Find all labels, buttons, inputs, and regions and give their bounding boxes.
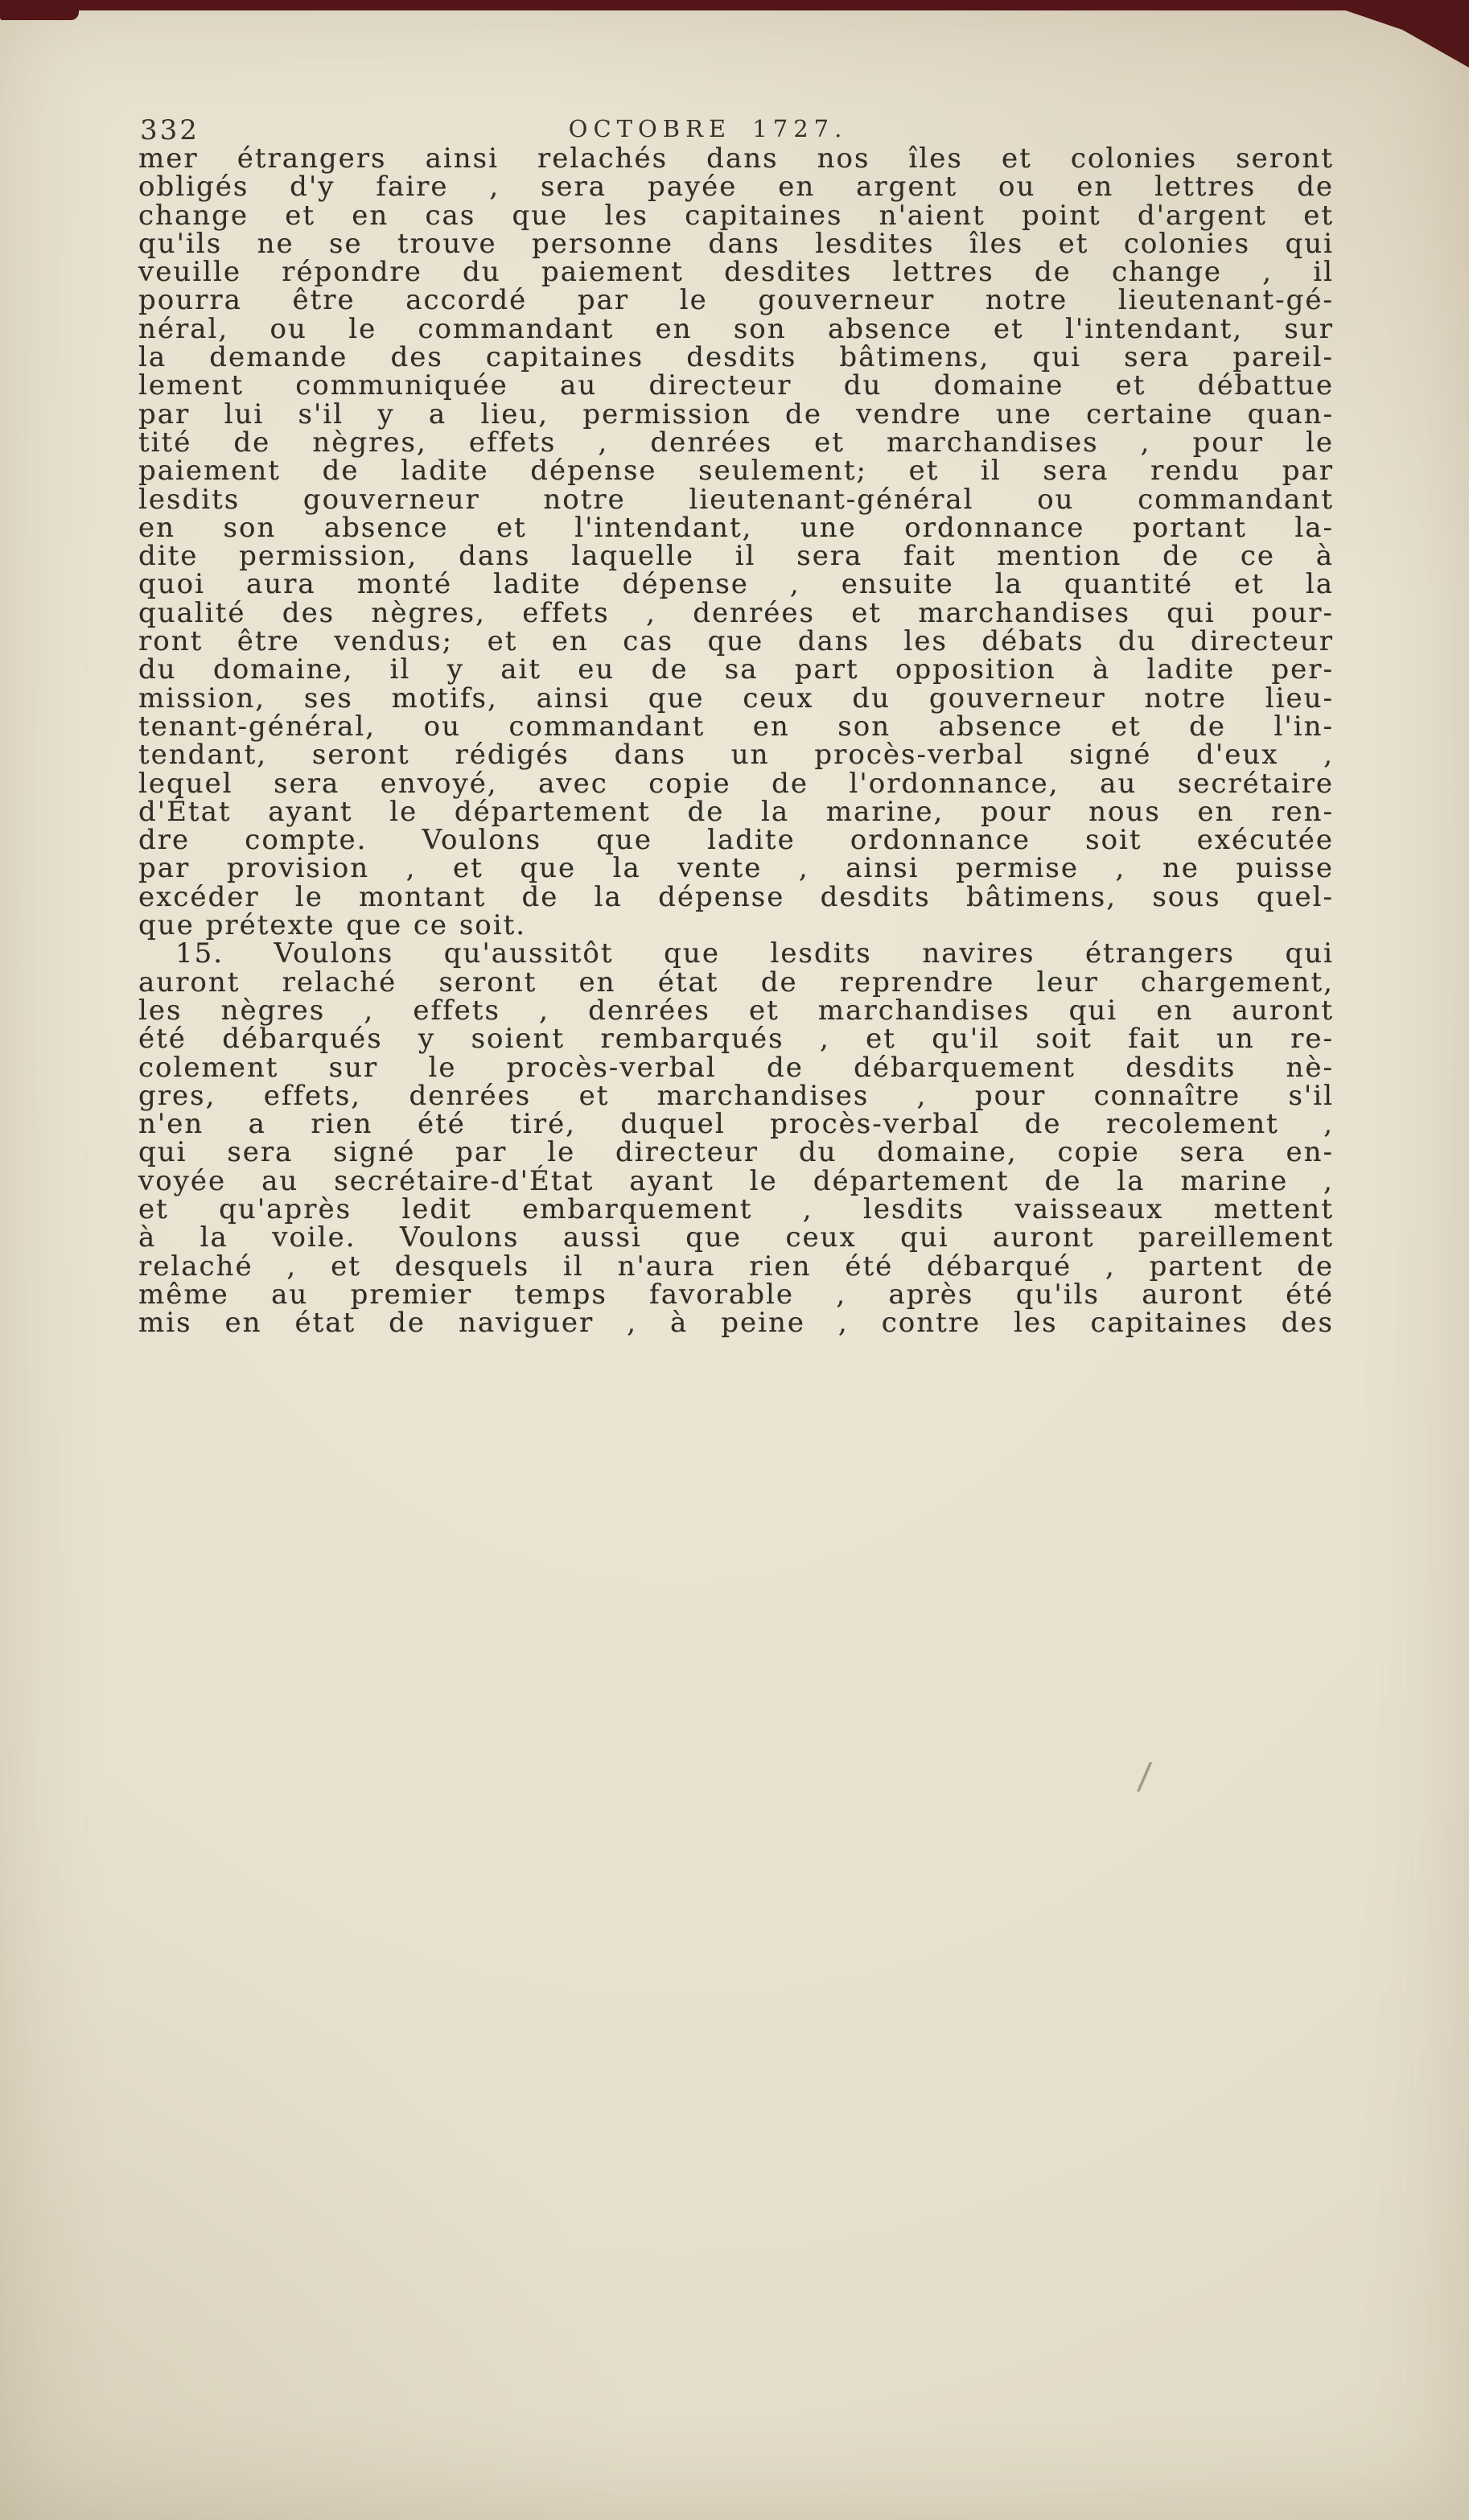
text-line: en son absence et l'intendant, une ordonnance portant la-	[138, 511, 1334, 544]
text-line: paiement de ladite dépense seulement; et il sera rendu par	[138, 455, 1334, 488]
text-line: n'en a rien été tiré, duquel procès-verbal de recolement ,	[138, 1108, 1334, 1141]
text-line: mis en état de naviguer , à peine , contre les capitaines des	[138, 1307, 1334, 1340]
text-line: ront être vendus; et en cas que dans les débats du directeur	[138, 625, 1334, 658]
text-line: dre compte. Voulons que ladite ordonnance soit exécutée	[138, 824, 1334, 857]
text-line: que prétexte que ce soit.	[138, 909, 527, 942]
paragraph-continuation	[138, 142, 1334, 942]
text-line: gres, effets, denrées et marchandises , pour connaître s'il	[138, 1079, 1334, 1112]
text-line: dite permission, dans laquelle il sera fait mention de ce à	[138, 540, 1334, 573]
text-line: même au premier temps favorable , après qu'ils auront été	[138, 1278, 1334, 1311]
text-line: colement sur le procès-verbal de débarquement desdits nè-	[138, 1051, 1334, 1084]
text-line: qui sera signé par le directeur du domaine, copie sera en-	[138, 1136, 1334, 1169]
text-line: la demande des capitaines desdits bâtimens, qui sera pareil-	[138, 341, 1334, 374]
text-line: tendant, seront rédigés dans un procès-verbal signé d'eux ,	[138, 739, 1334, 772]
paragraph-article-15	[138, 937, 1334, 1340]
text-line: lequel sera envoyé, avec copie de l'ordonnance, au secrétaire	[138, 767, 1334, 800]
text-line: été débarqués y soient rembarqués , et qu'il soit fait un re-	[138, 1023, 1334, 1056]
text-line: à la voile. Voulons aussi que ceux qui auront pareillement	[138, 1221, 1334, 1254]
text-line: lesdits gouverneur notre lieutenant-général ou commandant	[138, 483, 1334, 516]
text-line: quoi aura monté ladite dépense , ensuite la quantité et la	[138, 568, 1334, 601]
page-number: 332	[140, 114, 200, 146]
text-line: du domaine, il y ait eu de sa part opposition à ladite per-	[138, 653, 1334, 686]
scan-artifact-mark: /	[1136, 1753, 1154, 1798]
text-line: relaché , et desquels il n'aura rien été débarqué , partent de	[138, 1250, 1334, 1283]
binding-edge-topleft	[0, 0, 79, 20]
text-line: lement communiquée au directeur du domaine et débattue	[138, 369, 1334, 402]
text-line: néral, ou le commandant en son absence et l'intendant, sur	[138, 312, 1334, 345]
text-line: mer étrangers ainsi relachés dans nos îles et colonies seront	[138, 142, 1334, 175]
text-line: veuille répondre du paiement desdites lettres de change , il	[138, 256, 1334, 289]
text-line: qualité des nègres, effets , denrées et marchandises qui pour-	[138, 596, 1334, 629]
text-line: tenant-général, ou commandant en son absence et de l'in-	[138, 710, 1334, 743]
binding-edge-top	[0, 0, 1469, 10]
text-line: 15. Voulons qu'aussitôt que lesdits navires étrangers qui	[175, 937, 1334, 970]
page-header	[138, 113, 1334, 146]
text-line: mission, ses motifs, ainsi que ceux du gouverneur notre lieu-	[138, 681, 1334, 714]
text-line: excéder le montant de la dépense desdits bâtimens, sous quel-	[138, 880, 1334, 913]
running-title: OCTOBRE 1727.	[568, 115, 848, 142]
text-line: qu'ils ne se trouve personne dans lesdites îles et colonies qui	[138, 227, 1334, 260]
text-line: les nègres , effets , denrées et marchandises qui en auront	[138, 994, 1334, 1027]
body-text	[138, 142, 1334, 1340]
text-line: et qu'après ledit embarquement , lesdits vaisseaux mettent	[138, 1192, 1334, 1225]
text-line: d'État ayant le département de la marine, pour nous en ren-	[138, 795, 1334, 828]
text-line: par provision , et que la vente , ainsi permise , ne puisse	[138, 852, 1334, 885]
text-line: change et en cas que les capitaines n'aient point d'argent et	[138, 199, 1334, 232]
text-line: auront relaché seront en état de reprendre leur chargement,	[138, 966, 1334, 999]
text-line: obligés d'y faire , sera payée en argent ou en lettres de	[138, 171, 1334, 204]
text-line: voyée au secrétaire-d'État ayant le département de la marine ,	[138, 1164, 1334, 1197]
text-line: par lui s'il y a lieu, permission de vendre une certaine quan-	[138, 397, 1334, 430]
text-line: pourra être accordé par le gouverneur notre lieutenant-gé-	[138, 284, 1334, 317]
text-line: tité de nègres, effets , denrées et marchandises , pour le	[138, 426, 1334, 459]
